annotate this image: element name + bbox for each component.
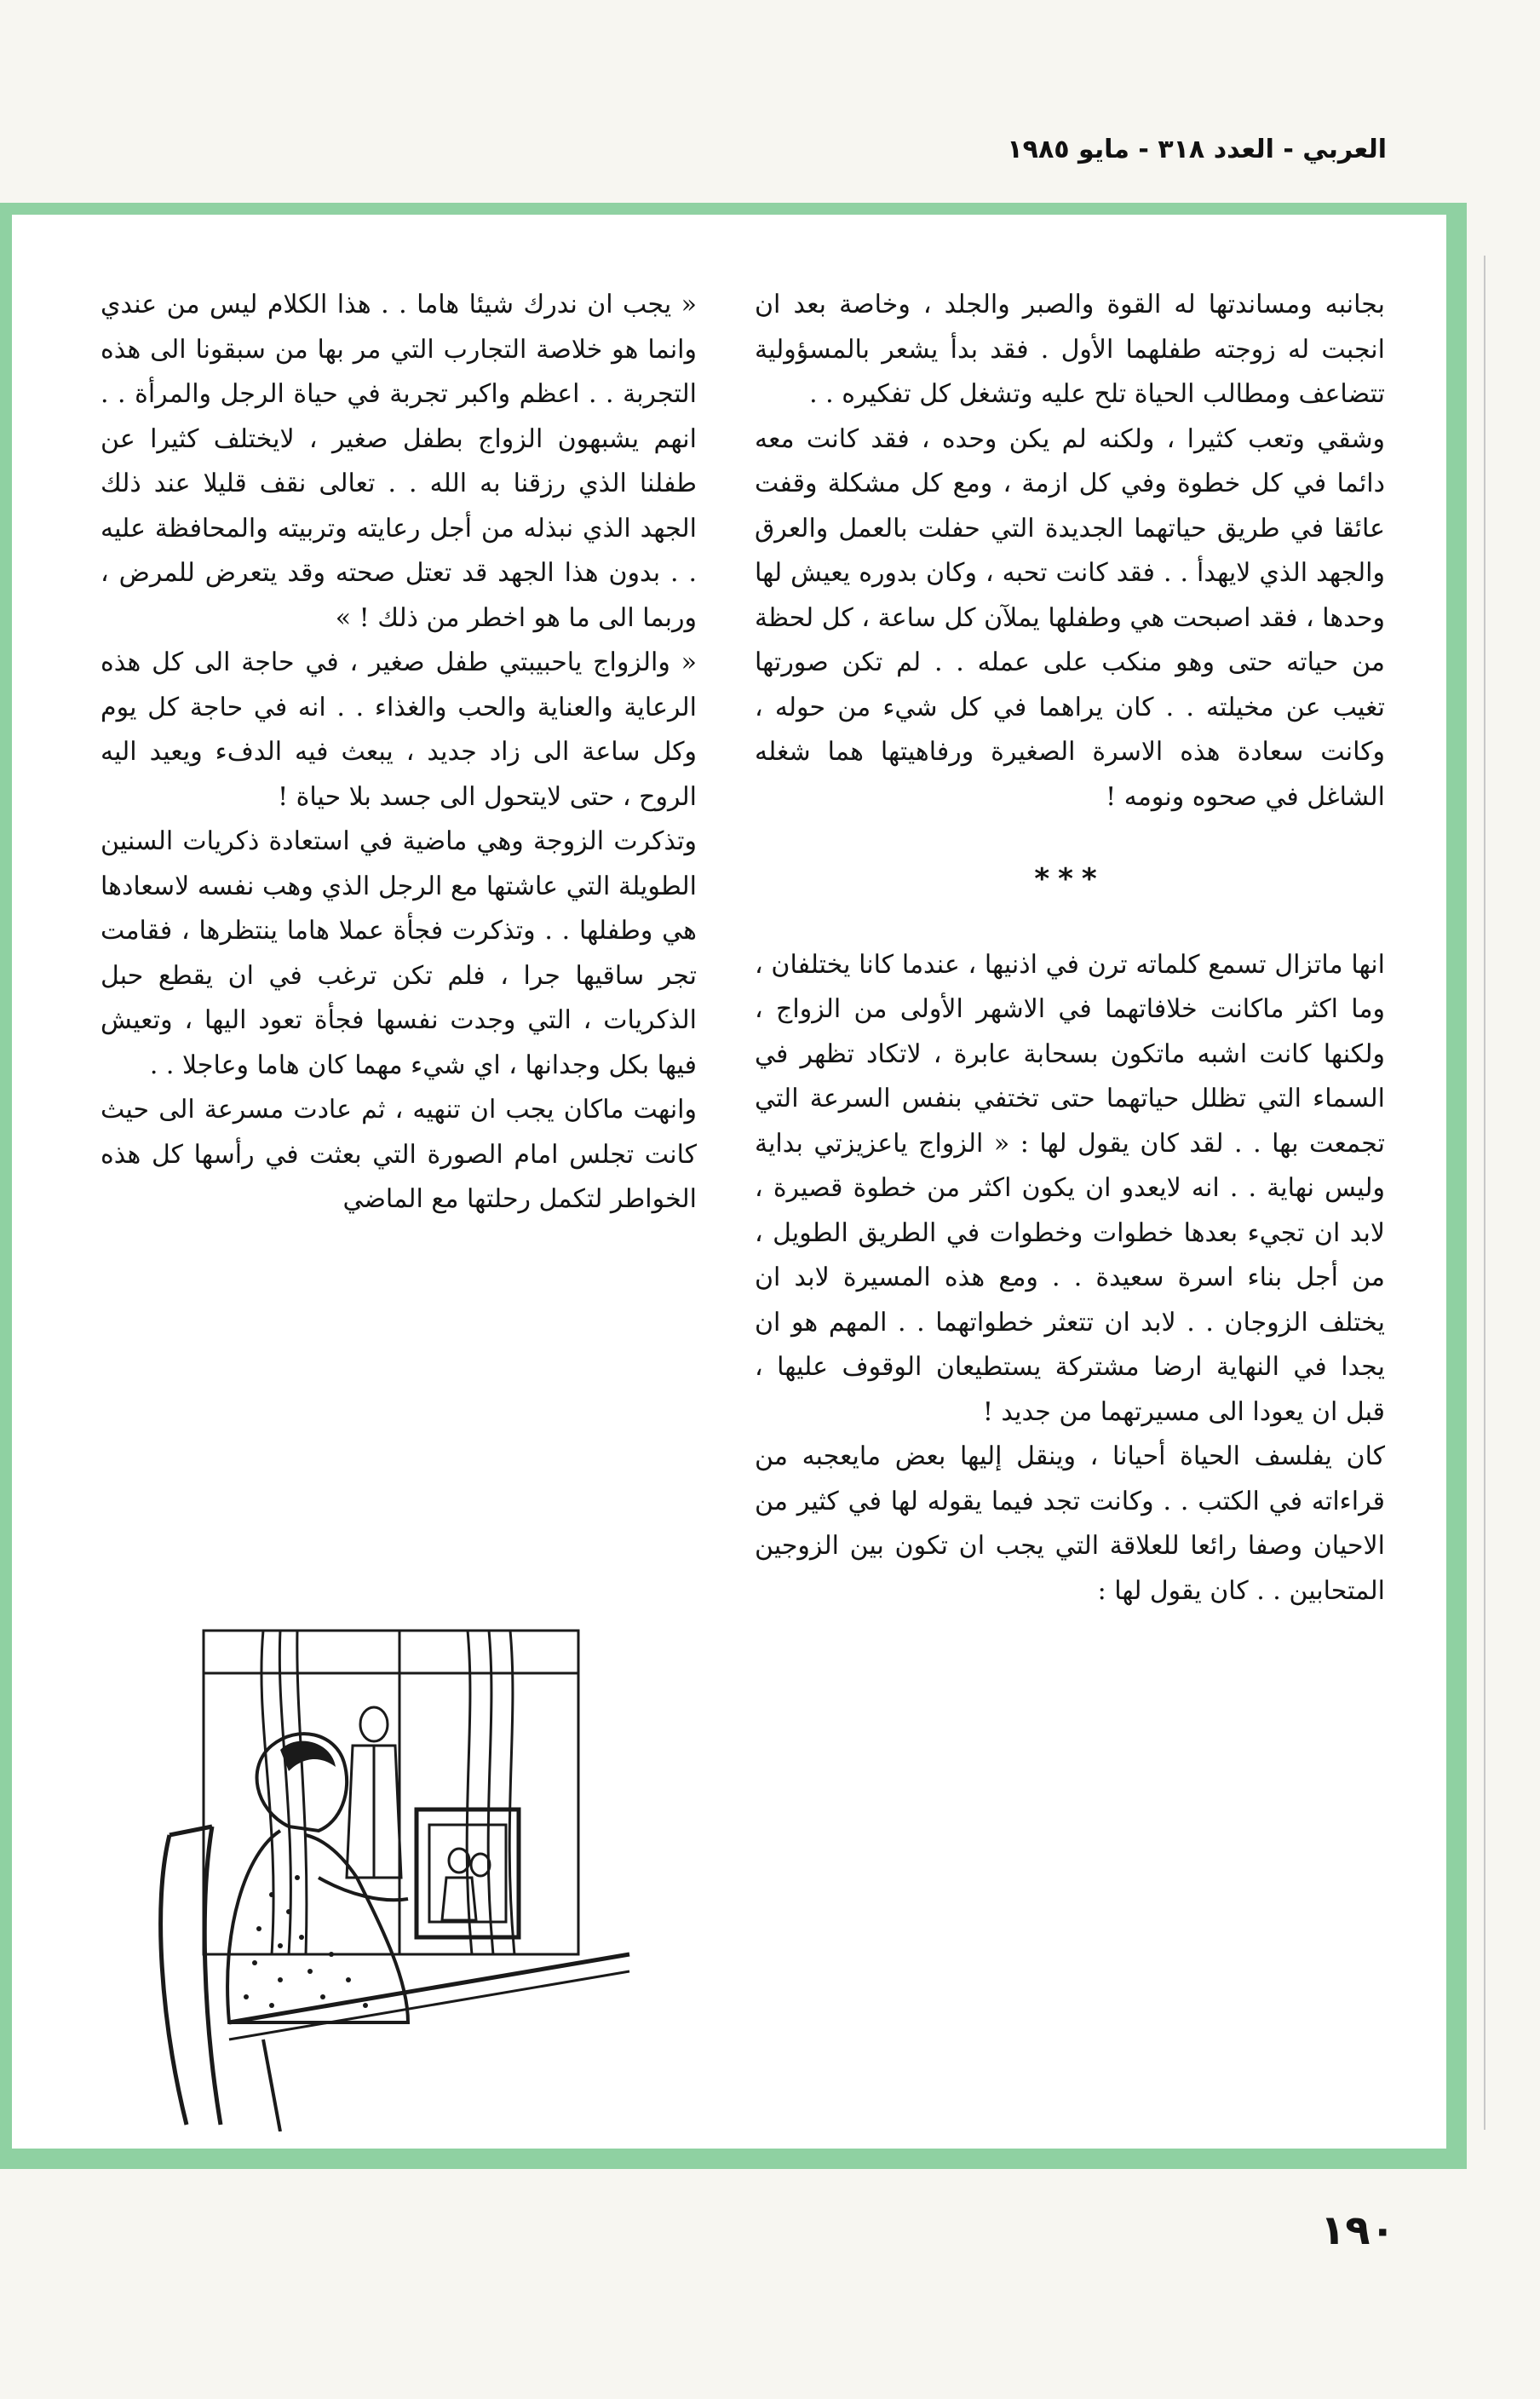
paragraph: كان يفلسف الحياة أحيانا ، وينقل إليها بعض مايعجبه من قراءاته في الكتب . . وكانت تجد فيما يقوله لها في كثير من الاحيان وصفا رائعا للعلاقة التي يجب ان تكون بين الزوجين المتحابين . . كان يقول لها : [755, 1441, 1385, 1606]
paragraph: بجانبه ومساندتها له القوة والصبر والجلد ، وخاصة بعد ان انجبت له زوجته طفلهما الأول . فقد بدأ يشعر بالمسؤولية تتضاعف ومطالب الحياة تلح عليه وتشغل كل تفكيره . . [755, 290, 1385, 409]
left-text-column [101, 283, 697, 1223]
paragraph: وشقي وتعب كثيرا ، ولكنه لم يكن وحده ، فقد كانت معه دائما في كل خطوة وفي كل ازمة ، ومع كل مشكلة وقفت عائقا في طريق حياتهما الجديدة التي حفلت بالعمل والعرق والجهد الذي لايهدأ . . فقد كانت تحبه ، وكان بدوره يعيش لها وحدها ، فقد اصبحت هي وطفلها يملآن كل ساعة ، كل لحظة من حياته حتى وهو منكب على عمله . . لم تكن صورتها تغيب عن مخيلته . . كان يراهما في كل شيء من حوله ، وكانت سعادة هذه الاسرة الصغيرة ورفاهيتها هما شغله الشاغل في صحوه ونومه ! [755, 423, 1385, 812]
paragraph: وتذكرت الزوجة وهي ماضية في استعادة ذكريات السنين الطويلة التي عاشتها مع الرجل الذي وهب نفسه لاسعادها هي وطفلها . . وتذكرت فجأة عملا هاما ينتظرها ، فقامت تجر ساقيها جرا ، فلم تكن ترغب في ان يقطع حبل الذكريات ، التي وجدت نفسها فجأة تعود اليها ، وتعيش فيها بكل وجدانها ، اي شيء مهما كان هاما وعاجلا . . [101, 826, 697, 1080]
running-head: العربي - العدد ٣١٨ - مايو ١٩٨٥ [1007, 135, 1387, 164]
paragraph: انها ماتزال تسمع كلماته ترن في اذنيها ، عندما كانا يختلفان ، وما اكثر ماكانت خلافاتهما في الاشهر الأولى من الزواج ، ولكنها كانت اشبه ماتكون بسحابة عابرة ، لاتكاد تظهر في السماء التي تظلل حياتهما حتى تختفي بنفس السرعة التي تجمعت بها . . لقد كان يقول لها : « الزواج ياعزيزتي بداية وليس نهاية . . انه لايعدو ان يكون اكثر من خطوة قصيرة ، لابد ان تجيء بعدها خطوات وخطوات في الطريق الطويل ، من أجل بناء اسرة سعيدة . . ومع هذه المسيرة لابد ان يختلف الزوجان . . لابد ان تتعثر خطواتهما . . المهم هو ان يجدا في النهاية ارضا مشتركة يستطيعان الوقوف عليها ، قبل ان يعودا الى مسيرتهما من جديد ! [755, 949, 1385, 1427]
green-page-frame [0, 203, 1467, 2169]
section-separator: *** [1034, 862, 1106, 896]
right-text-column [755, 283, 1385, 1614]
paragraph: « يجب ان ندرك شيئا هاما . . هذا الكلام ليس من عندي وانما هو خلاصة التجارب التي مر بها من سبقونا الى هذه التجربة . . اعظم واكبر تجربة في حياة الرجل والمرأة . . انهم يشبهون الزواج بطفل صغير ، لايختلف كثيرا عن طفلنا الذي رزقنا به الله . . تعالى نقف قليلا عند ذلك الجهد الذي نبذله من أجل رعايته وتربيته والمحافظة عليه . . بدون هذا الجهد قد تعتل صحته وقد يتعرض للمرض ، وربما الى ما هو اخطر من ذلك ! » [101, 290, 697, 633]
paragraph: « والزواج ياحبيبتي طفل صغير ، في حاجة الى كل هذه الرعاية والعناية والحب والغذاء . . انه في حاجة كل يوم وكل ساعة الى زاد جديد ، يبعث فيه الدفء ويعيد اليه الروح ، حتى لايتحول الى جسد بلا حياة ! [101, 647, 697, 812]
paragraph: وانهت ماكان يجب ان تنهيه ، ثم عادت مسرعة الى حيث كانت تجلس امام الصورة التي بعثت في رأسها كل هذه الخواطر لتكمل رحلتها مع الماضي [101, 1095, 697, 1214]
page-gutter [1484, 256, 1485, 2130]
page-number: ١٩٠ [1320, 2206, 1395, 2254]
article-body [12, 215, 1446, 2149]
illustration-woman-with-photo [152, 1622, 689, 2131]
